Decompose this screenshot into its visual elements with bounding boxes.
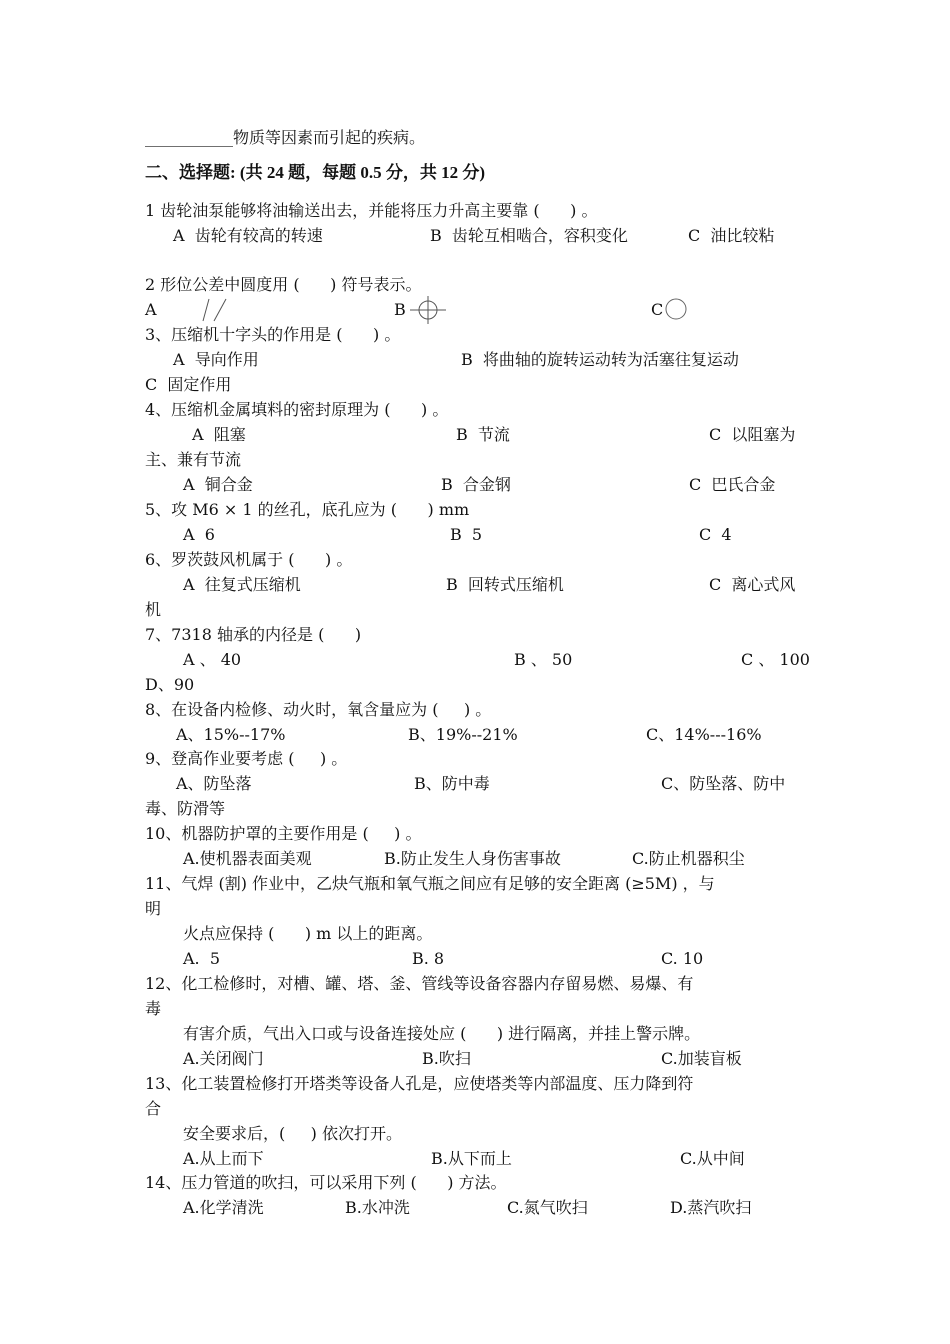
- option-12a: A.关闭阀门: [183, 1049, 264, 1068]
- option-12c: C.加装盲板: [661, 1049, 742, 1068]
- option-14d: D.蒸汽吹扫: [670, 1198, 752, 1217]
- option-9b: B、防中毒: [414, 774, 490, 793]
- fill-in-blank-tail: ___________物质等因素而引起的疾病。: [145, 128, 426, 147]
- option-4c-cont: 主、兼有节流: [145, 450, 242, 469]
- question-8: 8、在设备内检修、动火时，氧含量应为 ( ) 。: [145, 700, 492, 719]
- option-6c-cont: 机: [145, 600, 162, 619]
- question-11: 11、气焊 (割) 作业中，乙炔气瓶和氧气瓶之间应有足够的安全距离 (≥5M) ，与: [145, 874, 715, 893]
- question-6: 6、罗茨鼓风机属于 ( ) 。: [145, 550, 353, 569]
- question-12: 12、化工检修时，对槽、罐、塔、釜、管线等设备容器内存留易燃、易爆、有: [145, 974, 694, 993]
- option-1b: B 齿轮互相啮合，容积变化: [430, 226, 628, 245]
- question-12-cont: 有害介质，气出入口或与设备连接处应 ( ) 进行隔离，并挂上警示牌。: [183, 1024, 701, 1043]
- option-5b: B 5: [450, 525, 483, 544]
- option-3b: B 将曲轴的旋转运动转为活塞往复运动: [461, 350, 739, 369]
- option-10a: A.使机器表面美观: [183, 849, 312, 868]
- question-3: 3、压缩机十字头的作用是 ( ) 。: [145, 325, 401, 344]
- option-7d: D、90: [145, 675, 195, 694]
- question-13-wrap: 合: [145, 1099, 162, 1118]
- option-4b: B 节流: [456, 425, 510, 444]
- circularity-symbol-icon: [663, 296, 689, 322]
- question-13: 13、化工装置检修打开塔类等设备人孔是，应使塔类等内部温度、压力降到符: [145, 1074, 694, 1093]
- option-13c: C.从中间: [680, 1149, 745, 1168]
- question-12-wrap: 毒: [145, 999, 162, 1018]
- option-1a: A 齿轮有较高的转速: [173, 226, 323, 245]
- option-7a: A 、 40: [183, 650, 242, 669]
- option-5c: C 4: [699, 525, 732, 544]
- option-7b: B 、 50: [514, 650, 573, 669]
- question-13-cont: 安全要求后，( ) 依次打开。: [183, 1124, 403, 1143]
- option-11c: C. 10: [661, 949, 704, 968]
- option-4x-a: A 铜合金: [183, 475, 253, 494]
- option-7c: C 、 100: [741, 650, 810, 669]
- question-10: 10、机器防护罩的主要作用是 ( ) 。: [145, 824, 422, 843]
- question-9: 9、登高作业要考虑 ( ) 。: [145, 749, 348, 768]
- option-10b: B.防止发生人身伤害事故: [384, 849, 561, 868]
- position-symbol-icon: [408, 295, 448, 325]
- option-4x-b: B 合金钢: [441, 475, 511, 494]
- option-10c: C.防止机器积尘: [632, 849, 745, 868]
- option-11a: A. 5: [183, 949, 220, 968]
- question-11-wrap: 明: [145, 899, 162, 918]
- question-2: 2 形位公差中圆度用 ( ) 符号表示。: [145, 275, 422, 294]
- option-4c: C 以阻塞为: [709, 425, 796, 444]
- question-5: 5、攻 M6 × 1 的丝孔，底孔应为 ( ) mm: [145, 500, 470, 519]
- option-14c: C.氮气吹扫: [507, 1198, 588, 1217]
- question-11-cont: 火点应保持 ( ) m 以上的距离。: [183, 924, 433, 943]
- flatness-symbol-icon: [196, 295, 230, 323]
- option-9c-cont: 毒、防滑等: [145, 799, 226, 818]
- option-5a: A 6: [183, 525, 215, 544]
- option-2b: B: [394, 300, 406, 319]
- option-1c: C 油比较粘: [688, 226, 775, 245]
- option-4a: A 阻塞: [192, 425, 246, 444]
- option-14a: A.化学清洗: [183, 1198, 264, 1217]
- option-14b: B.水冲洗: [345, 1198, 410, 1217]
- option-8b: B、19%--21%: [408, 725, 518, 744]
- option-2a: A: [145, 300, 157, 319]
- question-14: 14、压力管道的吹扫，可以采用下列 ( ) 方法。: [145, 1173, 507, 1192]
- option-3c: C 固定作用: [145, 375, 232, 394]
- question-1: 1 齿轮油泵能够将油输送出去，并能将压力升高主要靠 ( ) 。: [145, 201, 598, 220]
- option-3a: A 导向作用: [173, 350, 259, 369]
- option-13b: B.从下而上: [431, 1149, 512, 1168]
- option-4x-c: C 巴氏合金: [689, 475, 776, 494]
- option-8a: A、15%--17%: [176, 725, 286, 744]
- question-4: 4、压缩机金属填料的密封原理为 ( ) 。: [145, 400, 449, 419]
- option-2c: C: [651, 300, 664, 319]
- option-9c: C、防坠落、防中: [661, 774, 786, 793]
- option-9a: A、防坠落: [176, 774, 252, 793]
- option-12b: B.吹扫: [422, 1049, 471, 1068]
- option-11b: B. 8: [412, 949, 445, 968]
- option-6a: A 往复式压缩机: [183, 575, 301, 594]
- section-heading: 二、选择题: (共 24 题，每题 0.5 分，共 12 分): [145, 163, 485, 182]
- option-6c: C 离心式风: [709, 575, 796, 594]
- question-7: 7、7318 轴承的内径是 ( ): [145, 625, 362, 644]
- option-8c: C、14%---16%: [646, 725, 762, 744]
- option-13a: A.从上而下: [183, 1149, 264, 1168]
- option-6b: B 回转式压缩机: [446, 575, 564, 594]
